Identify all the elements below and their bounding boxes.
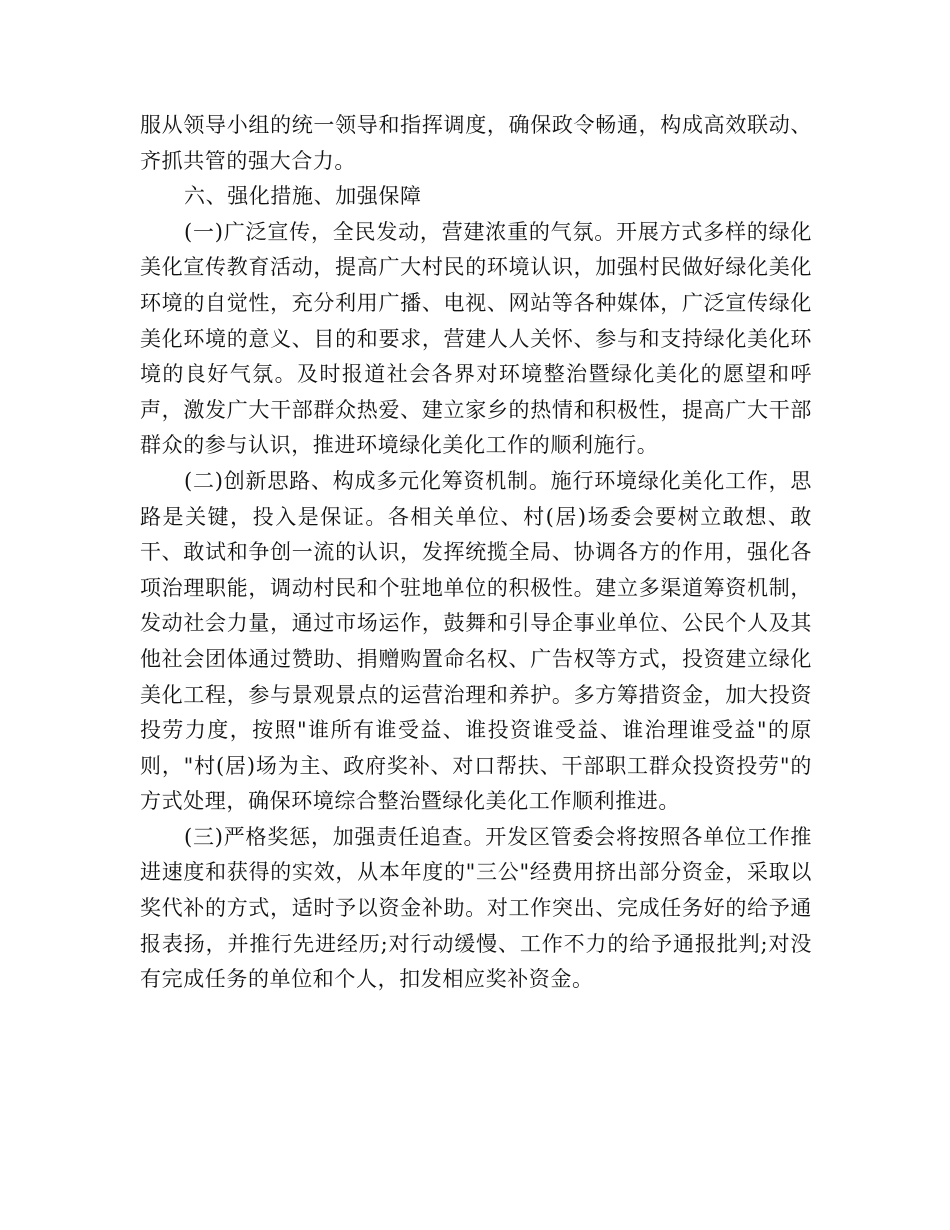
paragraph-funding: (二)创新思路、构成多元化筹资机制。施行环境绿化美化工作，思路是关键，投入是保证。各相关单位、村(居)场委会要树立敢想、敢干、敢试和争创一流的认识，发挥统揽全局、协调各方的作用，强化各项治理职能，调动村民和个驻地单位的积极性。建立多渠道筹资机制，发动社会力量，通过市场运作，鼓舞和引导企事业单位、公民个人及其他社会团体通过赞助、捐赠购置命名权、广告权等方式，投资建立绿化美化工程，参与景观景点的运营治理和养护。多方筹措资金，加大投资投劳力度，按照"谁所有谁受益、谁投资谁受益、谁治理谁受益"的原则，"村(居)场为主、政府奖补、对口帮扶、干部职工群众投资投劳"的方式处理，确保环境综合整治暨绿化美化工作顺利推进。 bbox=[140, 468, 812, 814]
paragraph-publicity: (一)广泛宣传，全民发动，营建浓重的气氛。开展方式多样的绿化美化宣传教育活动，提高广大村民的环境认识，加强村民做好绿化美化环境的自觉性，充分利用广播、电视、网站等各种媒体，广泛宣传绿化美化环境的意义、目的和要求，营建人人关怀、参与和支持绿化美化环境的良好气氛。及时报道社会各界对环境整治暨绿化美化的愿望和呼声，激发广大干部群众热爱、建立家乡的热情和积极性，提高广大干部群众的参与认识，推进环境绿化美化工作的顺利施行。 bbox=[140, 219, 812, 458]
section-heading-six: 六、强化措施、加强保障 bbox=[184, 184, 422, 209]
document-body bbox=[140, 108, 812, 998]
paragraph-rewards: (三)严格奖惩，加强责任追查。开发区管委会将按照各单位工作推进速度和获得的实效，从本年度的"三公"经费用挤出部分资金，采取以奖代补的方式，适时予以资金补助。对工作突出、完成任务好的给予通报表扬，并推行先进经历;对行动缓慢、工作不力的给予通报批判;对没有完成任务的单位和个人，扣发相应奖补资金。 bbox=[140, 824, 812, 992]
paragraph-continuation: 服从领导小组的统一领导和指挥调度，确保政令畅通，构成高效联动、齐抓共管的强大合力。 bbox=[140, 113, 812, 173]
